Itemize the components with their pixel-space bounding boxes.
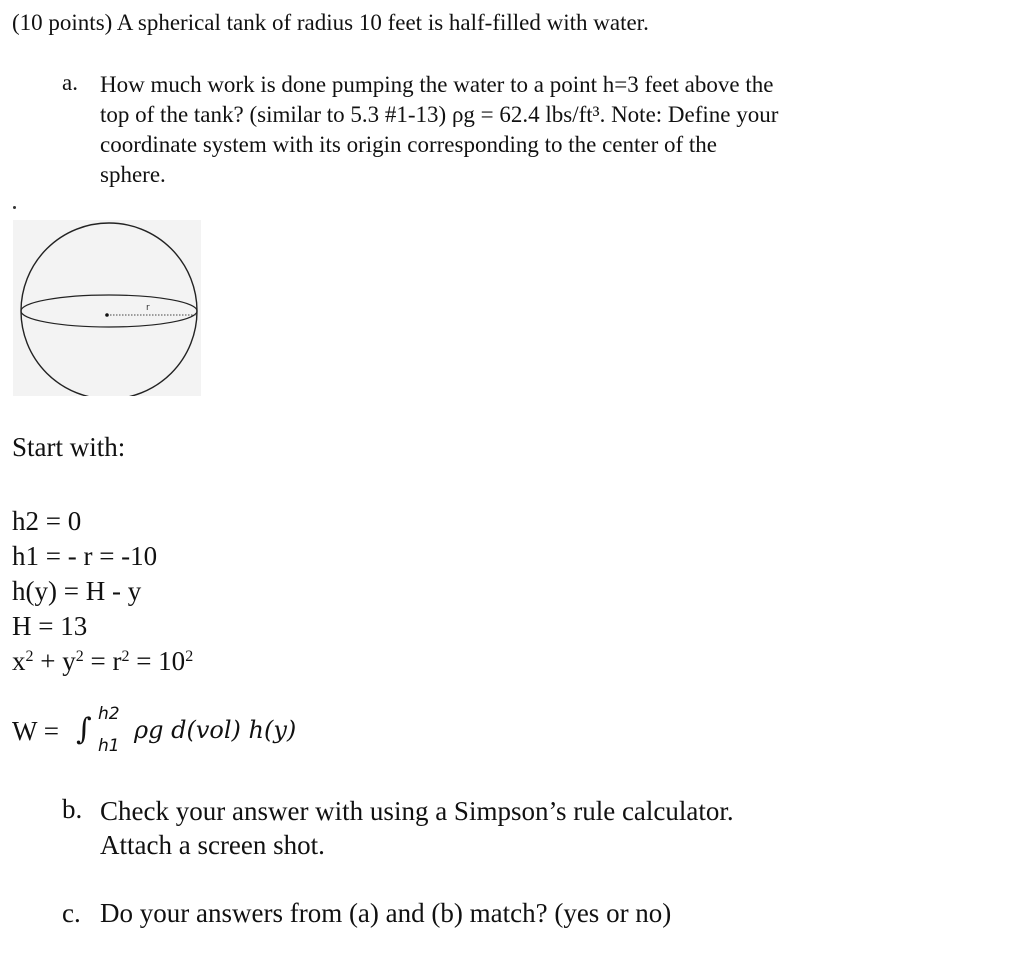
- question-a-text: [100, 70, 920, 190]
- question-c-text: Do your answers from (a) and (b) match? (yes or no): [100, 898, 672, 928]
- sphere-figure: [13, 220, 201, 396]
- start-with-label: Start with:: [12, 432, 126, 462]
- question-a-line: How much work is done pumping the water to a point h=3 feet above the: [100, 72, 774, 97]
- stray-dot: [13, 206, 16, 209]
- integrand: ρg d(vol) h(y): [134, 716, 297, 744]
- equation-circle: $x^2 + y^2 = r^2 = 10^2$: [12, 646, 194, 676]
- question-b-text: [100, 794, 734, 862]
- integral-upper-limit: h2: [98, 704, 120, 724]
- question-b-line: Attach a screen shot.: [100, 830, 325, 860]
- center-point: [105, 313, 109, 317]
- equation-H: H = 13: [12, 611, 88, 641]
- sphere-outline: [21, 223, 197, 396]
- question-a-line: top of the tank? (similar to 5.3 #1-13) ρg = 62.4 lbs/ft³. Note: Define your: [100, 102, 779, 127]
- integral-lower-limit: h1: [98, 736, 120, 756]
- integral-sign: ∫: [76, 712, 92, 747]
- equation-h2: h2 = 0: [12, 506, 82, 536]
- sphere-diagram: [13, 220, 201, 396]
- sphere-equator: [21, 295, 197, 327]
- question-c-letter: c.: [62, 898, 81, 928]
- question-b-letter: b.: [62, 794, 83, 824]
- equation-h1: h1 = - r = -10: [12, 541, 158, 571]
- question-a-line: coordinate system with its origin corresponding to the center of the: [100, 132, 718, 157]
- equation-hy: h(y) = H - y: [12, 576, 142, 606]
- radius-label: r: [146, 303, 150, 313]
- question-a-line: sphere.: [100, 162, 166, 187]
- question-a-letter: a.: [62, 70, 78, 95]
- problem-header: (10 points) A spherical tank of radius 10 feet is half-filled with water.: [12, 10, 649, 35]
- work-lhs: W =: [12, 716, 59, 746]
- question-b-line: Check your answer with using a Simpson’s rule calculator.: [100, 796, 734, 826]
